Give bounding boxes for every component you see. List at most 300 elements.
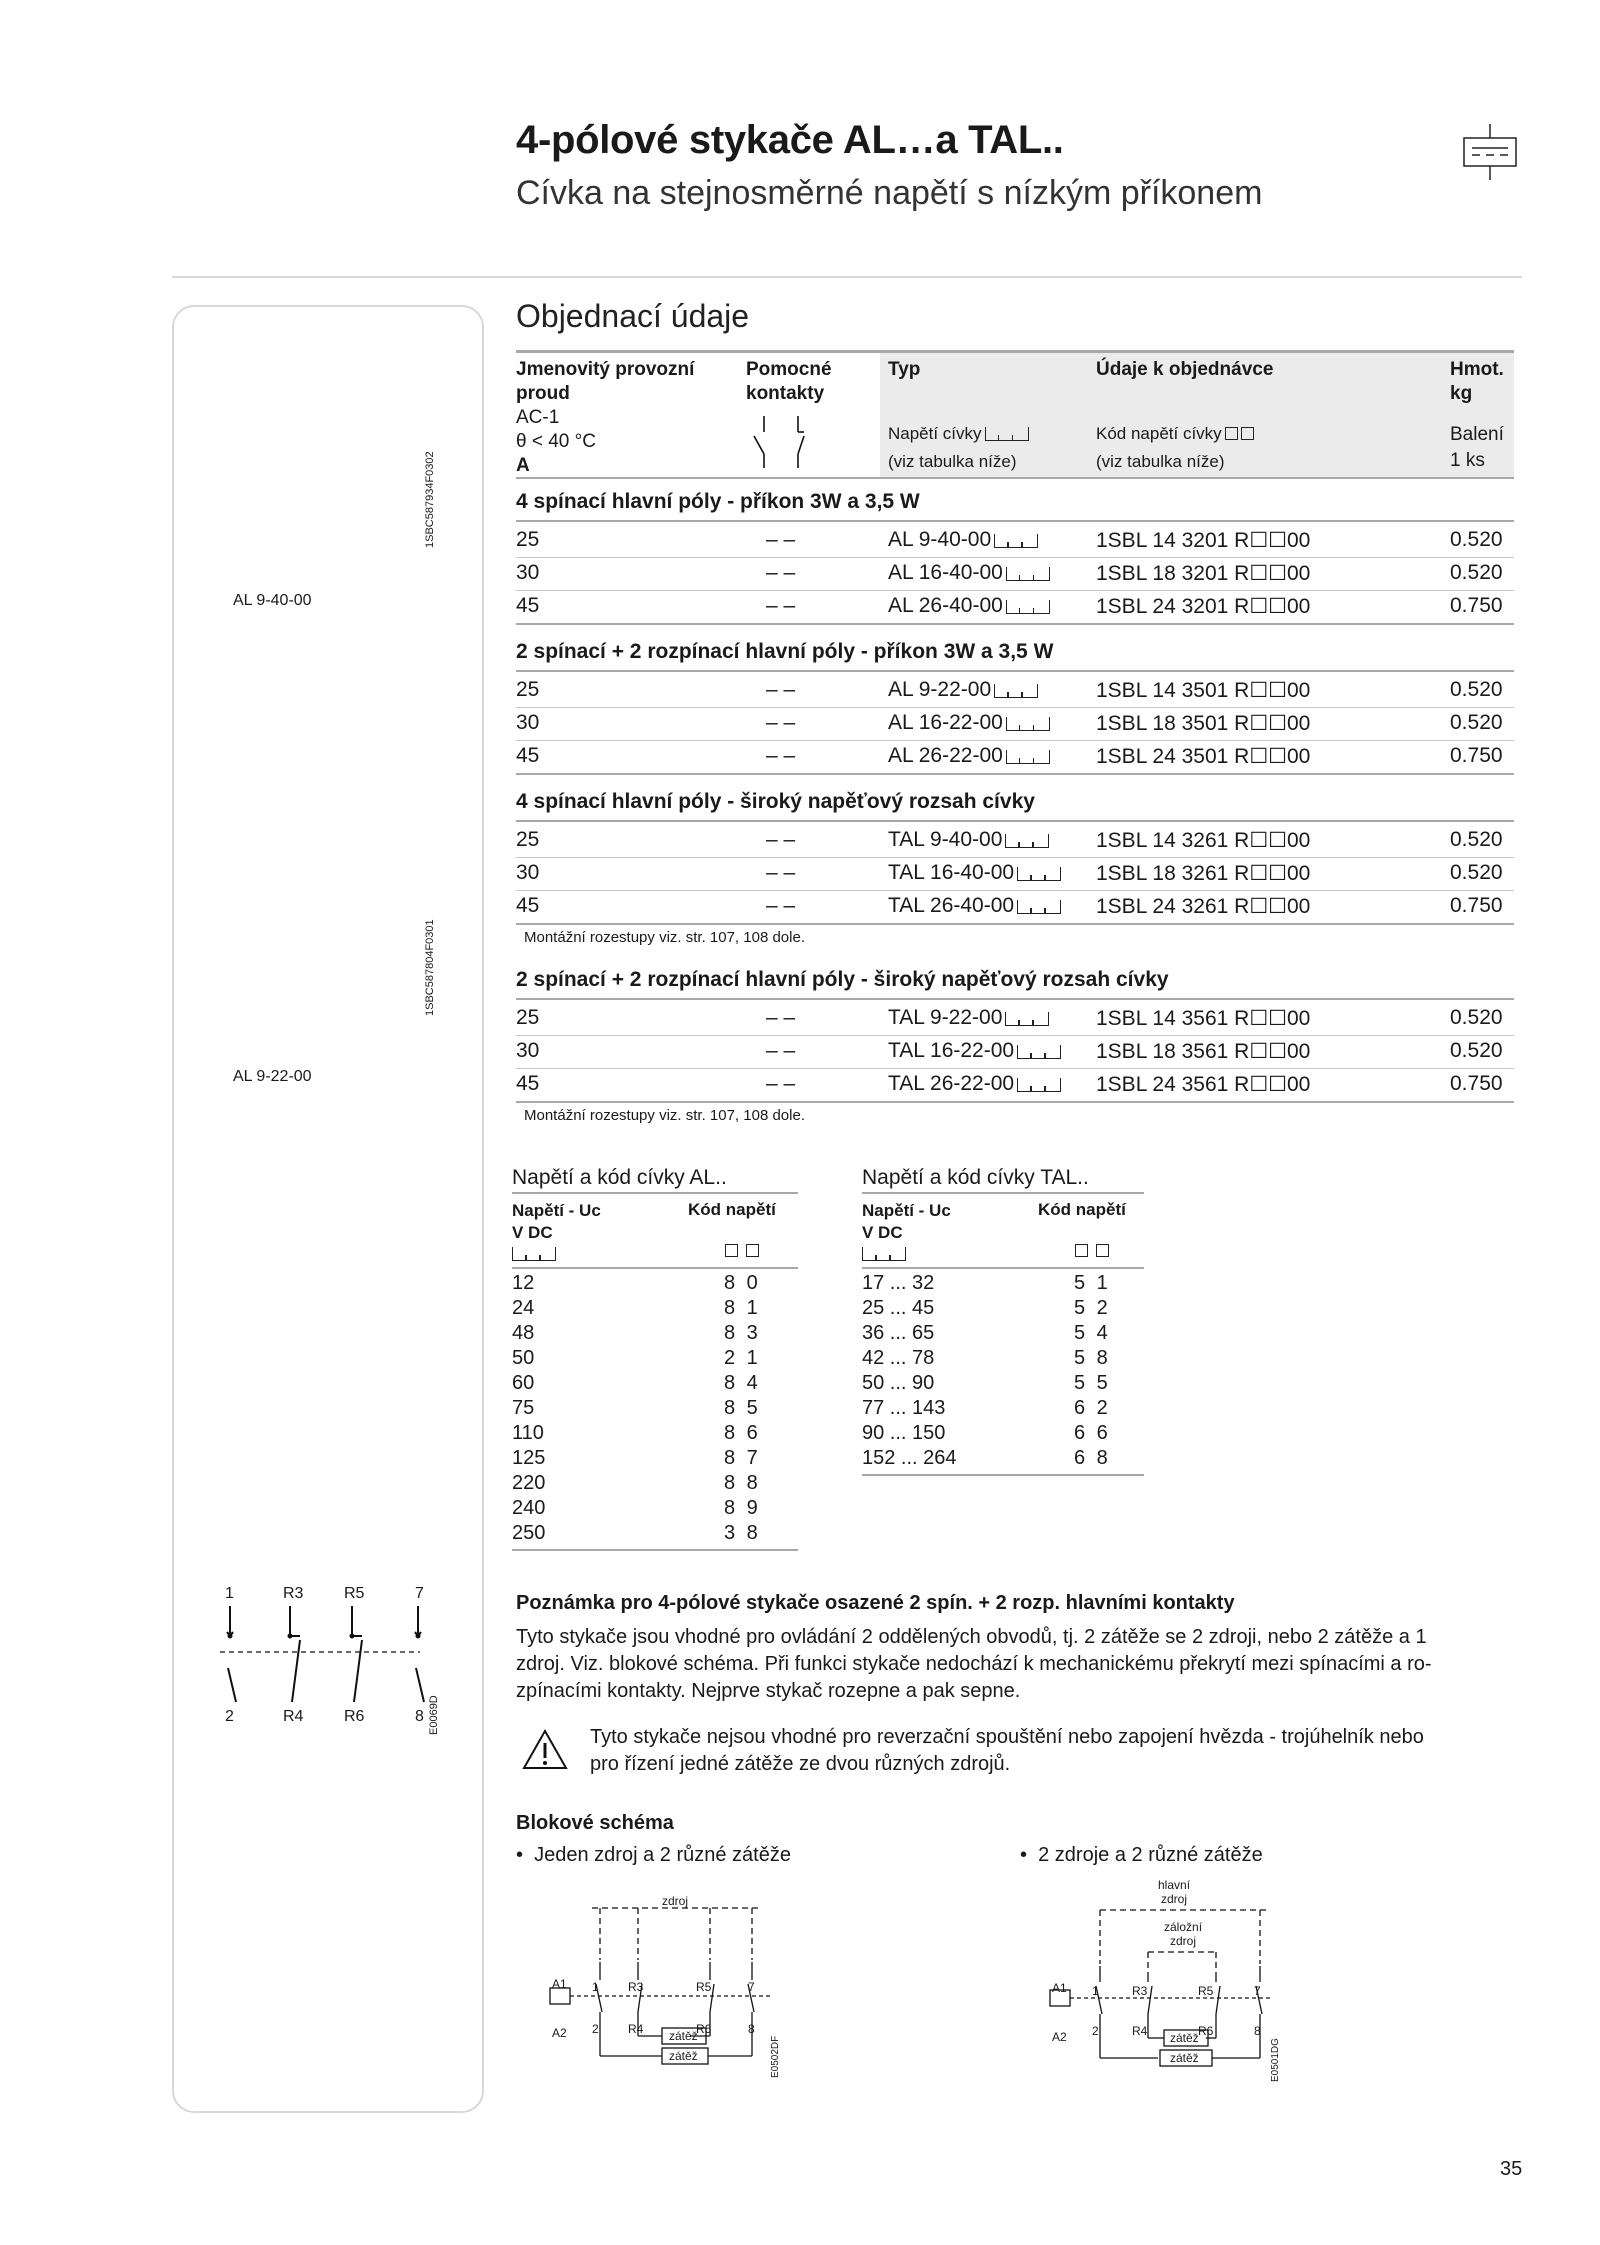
cell-aux [766,894,795,918]
note-line: zpínacími kontakty. Nejprve stykač rozepne a pak sepne. [516,1680,1021,1702]
coil-code: 5 4 [1074,1322,1108,1344]
cell-text: AL 16-22-00 [888,711,1003,734]
cell-order [1096,744,1310,769]
coil-voltage: 220 [512,1472,546,1494]
terminal: 7 [748,1980,755,1994]
group-rule [516,820,1514,822]
header-type: Typ [888,359,921,380]
cell-aux [766,1039,795,1063]
cell-text: 0.520 [1450,828,1503,851]
terminal: 2 [592,2022,599,2036]
header-weight [1450,358,1504,406]
coil-tal-col2: Kód napětí [1038,1200,1126,1219]
terminal: 8 [748,2022,755,2036]
cell-weight [1450,678,1503,702]
contact-label: R6 [344,1708,365,1725]
coil-header: V DC [862,1223,903,1242]
coil-code: 8 1 [724,1297,758,1319]
cell-aux [766,744,795,768]
box-icon [1075,1244,1088,1257]
cell-weight [1450,828,1503,852]
cell-type [888,711,1050,735]
cell-aux [766,1006,795,1030]
terminal: 8 [1254,2024,1261,2038]
coil-al-rule [512,1192,798,1194]
contact-label: R5 [344,1585,365,1602]
cell-text: 1SBL 14 3561 R☐☐00 [1096,1007,1311,1030]
page-title: 4-pólové stykače AL…a TAL.. [516,118,1064,162]
coil-al-bracket [512,1246,556,1264]
coil-a2: A2 [1052,2030,1067,2044]
cell-weight [1450,894,1503,918]
cell-weight [1450,1072,1503,1096]
cell-current [516,861,539,885]
cell-order [1096,528,1310,553]
cell-text: 0.520 [1450,711,1503,734]
side-code-3: E0069D [428,1695,440,1735]
box-icon [725,1244,738,1257]
coil-code: 8 3 [724,1322,758,1344]
header-order: Údaje k objednávce [1096,359,1274,380]
cell-text: 0.520 [1450,528,1503,551]
coil-header: V DC [512,1223,553,1242]
coil-voltage: 12 [512,1272,535,1294]
coil-tal-rule [862,1267,1144,1269]
header-current [516,358,694,478]
coil-code: 2 1 [724,1347,758,1369]
cell-text: – – [766,711,796,734]
cell-text: 0.750 [1450,744,1503,767]
bracket-icon [994,534,1038,548]
coil-tal-boxes [1072,1243,1109,1261]
header-bottom-rule [516,477,1514,479]
bracket-icon [1005,834,1049,848]
section-title: Objednací údaje [516,298,750,334]
cell-text: – – [766,861,796,884]
contact-label: 7 [415,1585,424,1602]
cell-order [1096,678,1310,703]
header-weight-sub: Balení [1450,424,1504,445]
bracket-icon [1005,1012,1049,1026]
bracket-icon [1017,900,1061,914]
coil-a1: A1 [552,1977,567,1991]
header-text: Jmenovitý provozní [516,359,695,380]
block-left-source: zdroj [662,1894,689,1908]
coil-header: Napětí - Uc [862,1201,951,1220]
cell-text: TAL 9-22-00 [888,1006,1003,1029]
cell-type [888,861,1061,885]
coil-code: 6 8 [1074,1447,1108,1469]
coil-tal-col1 [862,1200,951,1244]
terminal: R6 [1198,2024,1214,2038]
cell-current [516,828,539,852]
cell-text: 45 [516,594,540,617]
cell-text: 1SBL 18 3501 R☐☐00 [1096,712,1311,735]
caption-text: 2 zdroje a 2 různé zátěže [1038,1844,1263,1866]
cell-current [516,1072,539,1096]
coil-voltage: 17 ... 32 [862,1272,935,1294]
contact-label: 1 [225,1585,234,1602]
cell-text: TAL 16-40-00 [888,861,1015,884]
cell-text: – – [766,1039,796,1062]
terminal: 1 [1092,1984,1099,1998]
coil-code: 8 9 [724,1497,758,1519]
cell-text: 0.750 [1450,1072,1503,1095]
warning-line: pro řízení jedné zátěže ze dvou různých zdrojů. [590,1753,1011,1775]
cell-text: 45 [516,1072,540,1095]
coil-voltage: 250 [512,1522,546,1544]
cell-text: AL 16-40-00 [888,561,1003,584]
diagram-code: E0502DF [770,2035,781,2078]
cell-text: 25 [516,678,540,701]
box-icon [1241,427,1254,440]
caption-text: Jeden zdroj a 2 různé zátěže [534,1844,791,1866]
block-left-caption: • Jeden zdroj a 2 různé zátěže [516,1844,791,1866]
cell-text: 30 [516,711,540,734]
cell-text: 1SBL 14 3501 R☐☐00 [1096,679,1311,702]
cell-type [888,561,1050,585]
coil-voltage: 152 ... 264 [862,1447,957,1469]
source-label: záložní [1164,1920,1203,1934]
header-divider [172,276,1522,278]
cell-current [516,561,539,585]
cell-type [888,1072,1061,1096]
coil-tal-title: Napětí a kód cívky TAL.. [862,1166,1089,1189]
cell-current [516,711,539,735]
group-rule [516,520,1514,522]
cell-weight [1450,711,1503,735]
cell-text: 25 [516,828,540,851]
bracket-icon [1006,600,1050,614]
cell-text: 25 [516,528,540,551]
cell-order [1096,828,1310,853]
coil-code: 8 0 [724,1272,758,1294]
diagram-code: E0501DG [1270,2038,1281,2082]
group-note: Montážní rozestupy viz. str. 107, 108 dole. [524,1107,805,1124]
page-number: 35 [1500,2158,1523,2180]
bracket-icon [862,1247,906,1261]
cell-order [1096,561,1310,586]
coil-code: 8 4 [724,1372,758,1394]
bracket-icon [1017,867,1061,881]
coil-tal-bracket [862,1246,906,1264]
cell-text: – – [766,1006,796,1029]
cell-current [516,894,539,918]
terminal: 7 [1254,1984,1261,1998]
cell-current [516,1006,539,1030]
note-title: Poznámka pro 4-pólové stykače osazené 2 spín. + 2 rozp. hlavními kontakty [516,1592,1235,1614]
terminal: R4 [1132,2024,1148,2038]
group-title: 2 spínací + 2 rozpínací hlavní póly - příkon 3W a 3,5 W [516,640,1054,663]
group-title: 4 spínací hlavní póly - široký napěťový rozsah cívky [516,790,1035,813]
group-rule [516,998,1514,1000]
group-end-rule [516,1101,1514,1103]
coil-voltage: 50 ... 90 [862,1372,935,1394]
coil-voltage: 240 [512,1497,546,1519]
coil-al-title: Napětí a kód cívky AL.. [512,1166,727,1189]
load-label: zátěž [669,2049,698,2063]
bracket-icon [1006,567,1050,581]
header-text: kontakty [746,383,825,404]
cell-text: 0.520 [1450,678,1503,701]
cell-text: 45 [516,744,540,767]
side-label-al-9-40: AL 9-40-00 [233,592,312,609]
warning-icon [522,1728,568,1770]
contact-label: R3 [283,1585,304,1602]
note-line: zdroj. Viz. blokové schéma. Při funkci stykače nedochází k mechanickému překrytí mezi spínacími a ro- [516,1653,1432,1675]
page-subtitle: Cívka na stejnosměrné napětí s nízkým příkonem [516,174,1263,212]
cell-current [516,1039,539,1063]
group-note: Montážní rozestupy viz. str. 107, 108 dole. [524,929,805,946]
cell-text: 0.750 [1450,594,1503,617]
cell-text: 1SBL 18 3261 R☐☐00 [1096,862,1311,885]
coil-code: 6 2 [1074,1397,1108,1419]
row-divider [516,590,1514,591]
coil-voltage: 42 ... 78 [862,1347,935,1369]
cell-current [516,744,539,768]
block-right-source2 [1164,1920,1202,1948]
cell-aux [766,678,795,702]
coil-voltage: 48 [512,1322,535,1344]
coil-tal-rule [862,1192,1144,1194]
row-divider [516,1068,1514,1069]
coil-voltage: 110 [512,1422,544,1444]
contact-label: R4 [283,1708,304,1725]
warning-line: Tyto stykače nejsou vhodné pro reverzační spouštění nebo zapojení hvězda - trojúhelník nebo [590,1726,1424,1748]
side-panel [172,305,484,2113]
warning-text [590,1724,1424,1778]
coil-al-col1 [512,1200,601,1244]
side-code-1: 1SBC587934F0302 [424,451,436,548]
cell-weight [1450,744,1503,768]
cell-weight [1450,594,1503,618]
load-label: zátěž [669,2029,698,2043]
cell-text: AL 26-40-00 [888,594,1003,617]
cell-text: 0.520 [1450,861,1503,884]
cell-type [888,1039,1061,1063]
group-title: 2 spínací + 2 rozpínací hlavní póly - široký napěťový rozsah cívky [516,968,1169,991]
cell-aux [766,561,795,585]
terminal: R4 [628,2022,644,2036]
cell-weight [1450,861,1503,885]
load-label: zátěž [1170,2051,1199,2065]
cell-text: 1SBL 24 3501 R☐☐00 [1096,745,1311,768]
block-title: Blokové schéma [516,1812,674,1834]
header-text: Hmot. [1450,359,1504,380]
coil-code: 5 1 [1074,1272,1108,1294]
source-label: hlavní [1158,1878,1191,1892]
note-line: Tyto stykače jsou vhodné pro ovládání 2 oddělených obvodů, tj. 2 zátěže se 2 zdroji, nebo 2 zátěže a 1 [516,1626,1427,1648]
cell-aux [766,861,795,885]
group-rule [516,670,1514,672]
header-type-note: (viz tabulka níže) [888,452,1017,471]
coil-end-rule [512,1549,798,1551]
cell-weight [1450,1006,1503,1030]
cell-text: 0.520 [1450,561,1503,584]
cell-text: 1SBL 18 3201 R☐☐00 [1096,562,1311,585]
cell-text: 25 [516,1006,540,1029]
row-divider [516,557,1514,558]
header-text: Pomocné [746,359,832,380]
bracket-icon [994,684,1038,698]
cell-order [1096,1006,1310,1031]
header-text: θ < 40 °C [516,431,596,452]
header-text: A [516,455,530,476]
load-label: zátěž [1170,2031,1199,2045]
cell-order [1096,894,1310,919]
header-aux [746,358,832,406]
terminal: R3 [1132,1984,1148,1998]
contact-label: 2 [225,1708,234,1725]
coil-code: 3 8 [724,1522,758,1544]
terminal: R6 [696,2022,712,2036]
bracket-icon [1017,1045,1061,1059]
coil-a1: A1 [1052,1981,1067,1995]
cell-text: 45 [516,894,540,917]
cell-order [1096,1072,1310,1097]
coil-voltage: 25 ... 45 [862,1297,935,1319]
coil-al-boxes [722,1243,759,1261]
cell-current [516,594,539,618]
cell-text: – – [766,594,796,617]
bracket-icon [1017,1078,1061,1092]
bracket-icon [1006,750,1050,764]
cell-text: AL 9-40-00 [888,528,992,551]
cell-text: TAL 26-40-00 [888,894,1015,917]
row-divider [516,707,1514,708]
coil-code: 5 5 [1074,1372,1108,1394]
cell-aux [766,528,795,552]
coil-code: 6 6 [1074,1422,1108,1444]
cell-weight [1450,561,1503,585]
cell-text: 0.520 [1450,1006,1503,1029]
cell-type [888,744,1050,768]
row-divider [516,857,1514,858]
cell-type [888,1006,1049,1030]
cell-text: 1SBL 18 3561 R☐☐00 [1096,1040,1311,1063]
header-text: proud [516,383,570,404]
coil-code: 8 6 [724,1422,758,1444]
header-type-sub [888,424,1029,444]
coil-voltage: 90 ... 150 [862,1422,946,1444]
coil-code: 8 5 [724,1397,758,1419]
dc-coil-icon [1460,124,1520,182]
bracket-icon [985,427,1029,441]
cell-text: 1SBL 14 3261 R☐☐00 [1096,829,1311,852]
terminal: R3 [628,1980,644,1994]
side-label-al-9-22: AL 9-22-00 [233,1068,312,1085]
coil-code: 8 7 [724,1447,758,1469]
coil-voltage: 77 ... 143 [862,1397,946,1419]
cell-text: 1SBL 24 3261 R☐☐00 [1096,895,1311,918]
coil-a2: A2 [552,2026,567,2040]
cell-text: 1SBL 24 3201 R☐☐00 [1096,595,1311,618]
group-title: 4 spínací hlavní póly - příkon 3W a 3,5 W [516,490,920,513]
cell-text: – – [766,678,796,701]
cell-text: AL 9-22-00 [888,678,992,701]
header-weight-note: 1 ks [1450,450,1485,471]
cell-type [888,594,1050,618]
bracket-icon [1006,717,1050,731]
coil-al-col2: Kód napětí [688,1200,776,1219]
cell-type [888,828,1049,852]
coil-voltage: 75 [512,1397,535,1419]
cell-type [888,528,1038,552]
source-label: zdroj [1161,1892,1188,1906]
block-right-source1 [1158,1878,1190,1906]
cell-order [1096,861,1310,886]
cell-text: – – [766,894,796,917]
cell-current [516,528,539,552]
cell-order [1096,594,1310,619]
cell-text: – – [766,528,796,551]
cell-text: 1SBL 14 3201 R☐☐00 [1096,529,1311,552]
aux-contact-icon [746,414,816,470]
coil-al-rule [512,1267,798,1269]
coil-voltage: 50 [512,1347,535,1369]
cell-text: TAL 26-22-00 [888,1072,1015,1095]
cell-text: – – [766,828,796,851]
cell-aux [766,1072,795,1096]
cell-text: 30 [516,561,540,584]
cell-type [888,894,1061,918]
cell-text: TAL 9-40-00 [888,828,1003,851]
coil-voltage: 125 [512,1447,546,1469]
cell-text: 30 [516,1039,540,1062]
coil-header: Napětí - Uc [512,1201,601,1220]
box-icon [1225,427,1238,440]
header-order-note: (viz tabulka níže) [1096,452,1225,471]
header-text: Napětí cívky [888,424,982,443]
cell-order [1096,1039,1310,1064]
cell-aux [766,594,795,618]
cell-text: TAL 16-22-00 [888,1039,1015,1062]
cell-text: 0.750 [1450,894,1503,917]
coil-end-rule [862,1474,1144,1476]
terminal: R5 [696,1980,712,1994]
source-label: zdroj [1170,1934,1197,1948]
cell-text: – – [766,744,796,767]
side-code-2: 1SBC587804F0301 [424,919,436,1016]
cell-text: 30 [516,861,540,884]
terminal: 2 [1092,2024,1099,2038]
coil-code: 5 8 [1074,1347,1108,1369]
group-end-rule [516,923,1514,925]
cell-type [888,678,1038,702]
cell-weight [1450,1039,1503,1063]
cell-weight [1450,528,1503,552]
cell-text: 0.520 [1450,1039,1503,1062]
box-icon [746,1244,759,1257]
header-text: AC-1 [516,407,560,428]
header-text: kg [1450,383,1473,404]
bracket-icon [512,1247,556,1261]
cell-aux [766,711,795,735]
box-icon [1096,1244,1109,1257]
terminal: 1 [592,1980,599,1994]
cell-aux [766,828,795,852]
header-text: Kód napětí cívky [1096,424,1222,443]
cell-text: 1SBL 24 3561 R☐☐00 [1096,1073,1311,1096]
row-divider [516,890,1514,891]
cell-current [516,678,539,702]
row-divider [516,1035,1514,1036]
coil-voltage: 60 [512,1372,535,1394]
contact-label: 8 [415,1708,424,1725]
coil-code: 5 2 [1074,1297,1108,1319]
block-right-caption: • 2 zdroje a 2 různé zátěže [1020,1844,1263,1866]
header-order-sub [1096,424,1254,444]
